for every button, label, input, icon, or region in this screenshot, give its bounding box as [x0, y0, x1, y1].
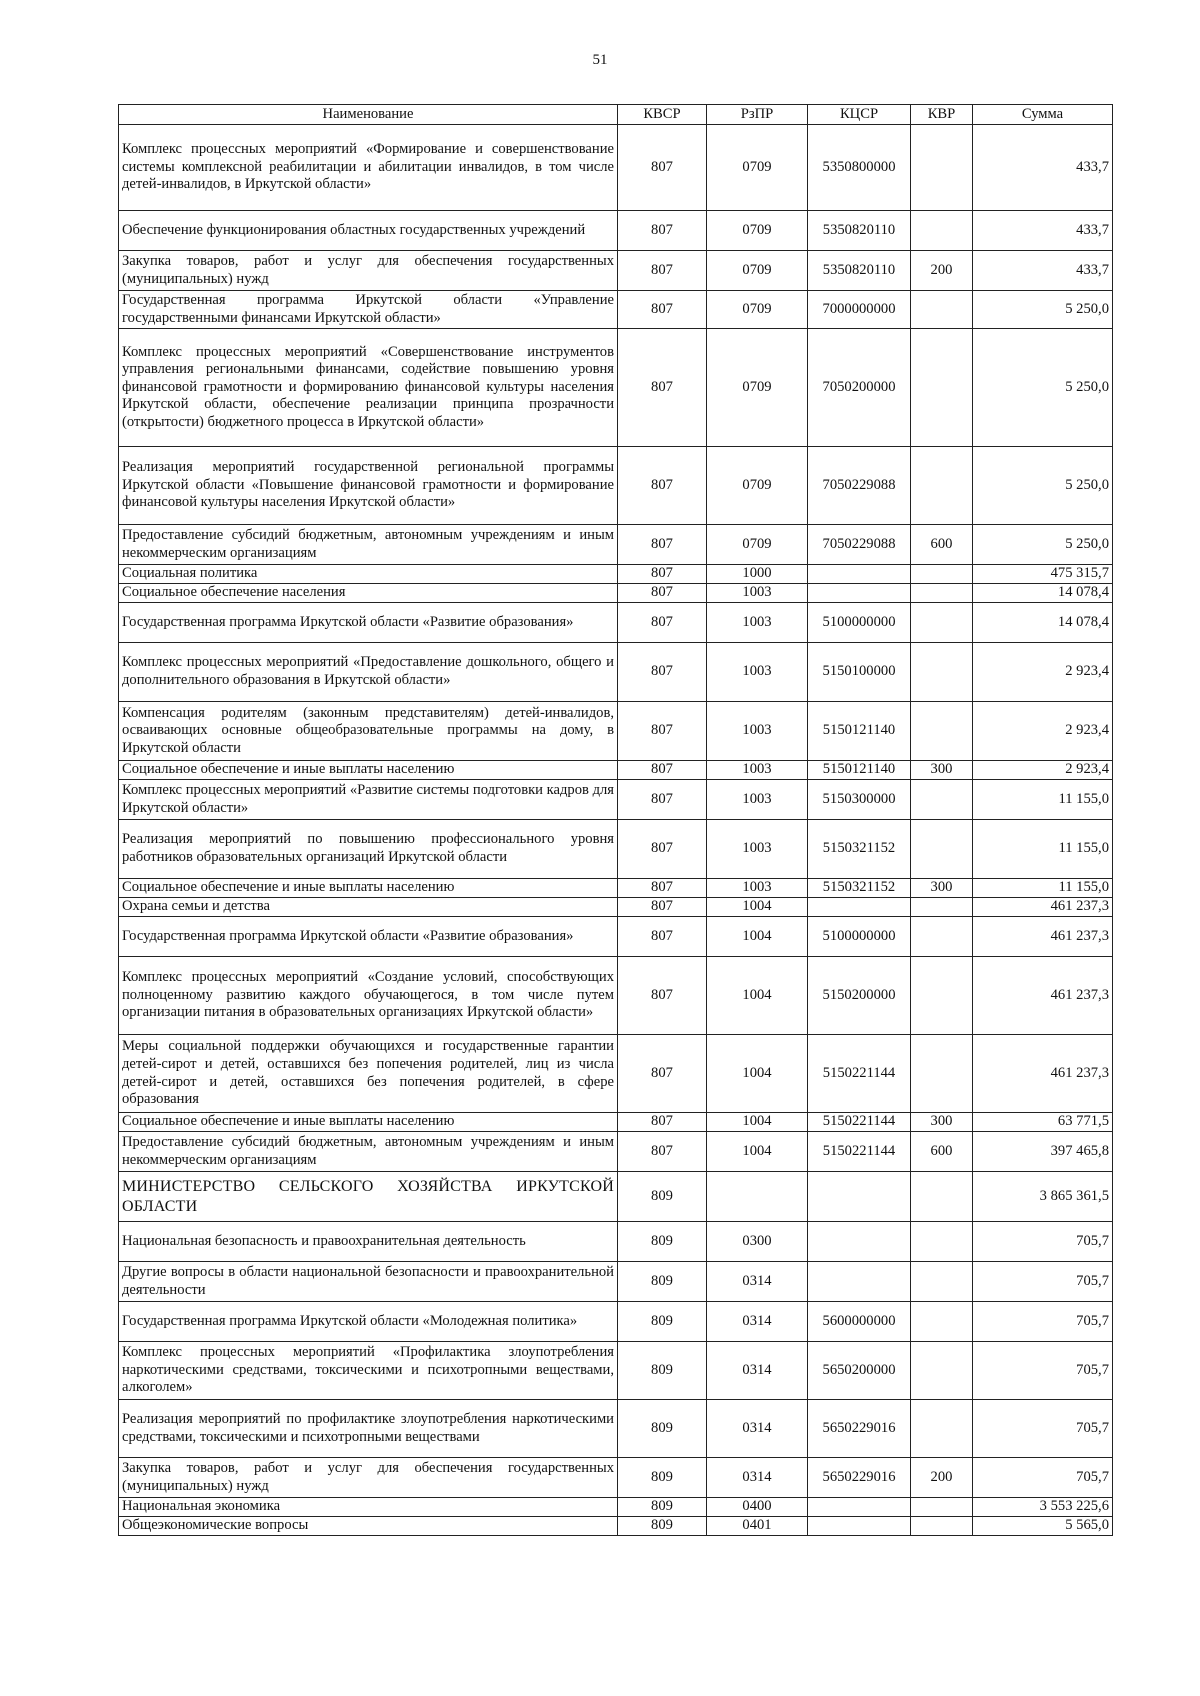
- cell-kcsr: 7050200000: [808, 329, 911, 447]
- table-header-row: [119, 105, 1113, 125]
- cell-rzpr: 0709: [707, 251, 808, 291]
- cell-kvsr: 809: [618, 1222, 707, 1262]
- cell-kvr: [911, 917, 973, 957]
- cell-sum: 461 237,3: [973, 898, 1113, 917]
- cell-kcsr: [808, 1517, 911, 1536]
- cell-kcsr: 5150321152: [808, 879, 911, 898]
- cell-name: Комплекс процессных мероприятий «Профилактика злоупотребления наркотическими средствами, токсическими и психотропными веществами, алкоголем»: [119, 1342, 618, 1400]
- cell-kvsr: 807: [618, 917, 707, 957]
- cell-kvsr: 807: [618, 702, 707, 761]
- cell-rzpr: 1000: [707, 565, 808, 584]
- cell-kcsr: 5150100000: [808, 643, 911, 702]
- cell-rzpr: 0709: [707, 329, 808, 447]
- cell-kvsr: 807: [618, 603, 707, 643]
- cell-kvsr: 807: [618, 957, 707, 1035]
- table-row: [119, 643, 1113, 702]
- cell-sum: 433,7: [973, 251, 1113, 291]
- cell-rzpr: 0314: [707, 1302, 808, 1342]
- cell-kvr: [911, 603, 973, 643]
- cell-sum: 11 155,0: [973, 879, 1113, 898]
- cell-kvr: [911, 125, 973, 211]
- table-row: [119, 125, 1113, 211]
- cell-rzpr: 1003: [707, 820, 808, 879]
- cell-kcsr: 5150121140: [808, 702, 911, 761]
- cell-sum: 705,7: [973, 1342, 1113, 1400]
- cell-sum: 11 155,0: [973, 780, 1113, 820]
- table-row: [119, 780, 1113, 820]
- cell-kcsr: 5150121140: [808, 761, 911, 780]
- cell-rzpr: 0709: [707, 125, 808, 211]
- cell-rzpr: 0709: [707, 211, 808, 251]
- table-row: [119, 1035, 1113, 1113]
- cell-kvr: 300: [911, 761, 973, 780]
- cell-kvr: [911, 1222, 973, 1262]
- cell-kvsr: 807: [618, 211, 707, 251]
- cell-kvsr: 807: [618, 447, 707, 525]
- table-row: [119, 1222, 1113, 1262]
- cell-kvsr: 807: [618, 761, 707, 780]
- table-row: [119, 251, 1113, 291]
- cell-rzpr: 1003: [707, 761, 808, 780]
- cell-name: Государственная программа Иркутской области «Развитие образования»: [119, 917, 618, 957]
- cell-sum: 2 923,4: [973, 643, 1113, 702]
- cell-sum: 3 553 225,6: [973, 1498, 1113, 1517]
- cell-kcsr: 5350800000: [808, 125, 911, 211]
- cell-kvsr: 807: [618, 329, 707, 447]
- cell-rzpr: 0400: [707, 1498, 808, 1517]
- cell-name: Компенсация родителям (законным представителям) детей-инвалидов, осваивающих основные общеобразовательные программы на дому, в Иркутской области: [119, 702, 618, 761]
- cell-kvr: [911, 957, 973, 1035]
- budget-table: [118, 104, 1113, 1536]
- cell-name: Закупка товаров, работ и услуг для обеспечения государственных (муниципальных) нужд: [119, 251, 618, 291]
- cell-name: Национальная экономика: [119, 1498, 618, 1517]
- cell-sum: 705,7: [973, 1262, 1113, 1302]
- cell-kvsr: 807: [618, 1132, 707, 1172]
- cell-sum: 3 865 361,5: [973, 1172, 1113, 1222]
- cell-kvr: [911, 1302, 973, 1342]
- cell-rzpr: 0314: [707, 1342, 808, 1400]
- table-row: [119, 957, 1113, 1035]
- cell-name: Комплекс процессных мероприятий «Формирование и совершенствование системы комплексной реабилитации и абилитации инвалидов, в том числе детей-инвалидов, в Иркутской области»: [119, 125, 618, 211]
- cell-rzpr: [707, 1172, 808, 1222]
- column-header-name: Наименование: [119, 105, 618, 125]
- column-header-kvsr: КВСР: [618, 105, 707, 125]
- column-header-kcsr: КЦСР: [808, 105, 911, 125]
- cell-kvsr: 807: [618, 251, 707, 291]
- cell-sum: 475 315,7: [973, 565, 1113, 584]
- table-row: [119, 917, 1113, 957]
- cell-rzpr: 1004: [707, 957, 808, 1035]
- table-row: [119, 1132, 1113, 1172]
- cell-sum: 461 237,3: [973, 917, 1113, 957]
- cell-kcsr: 5100000000: [808, 603, 911, 643]
- cell-kcsr: 5650229016: [808, 1458, 911, 1498]
- cell-name: Государственная программа Иркутской области «Управление государственными финансами Иркутской области»: [119, 291, 618, 329]
- cell-kvsr: 807: [618, 643, 707, 702]
- cell-kvr: 600: [911, 525, 973, 565]
- table-row: [119, 525, 1113, 565]
- cell-kvsr: 807: [618, 780, 707, 820]
- cell-kcsr: [808, 565, 911, 584]
- table-row: [119, 1517, 1113, 1536]
- cell-kcsr: [808, 584, 911, 603]
- cell-rzpr: 1003: [707, 780, 808, 820]
- column-header-kvr: КВР: [911, 105, 973, 125]
- cell-kcsr: 7050229088: [808, 447, 911, 525]
- cell-rzpr: 0709: [707, 447, 808, 525]
- table-row: [119, 1498, 1113, 1517]
- cell-sum: 63 771,5: [973, 1113, 1113, 1132]
- cell-kvr: [911, 643, 973, 702]
- cell-kcsr: 5150300000: [808, 780, 911, 820]
- cell-kvr: [911, 1400, 973, 1458]
- cell-kvsr: 809: [618, 1342, 707, 1400]
- cell-sum: 11 155,0: [973, 820, 1113, 879]
- table-row: [119, 761, 1113, 780]
- table-row: [119, 329, 1113, 447]
- cell-kvsr: 809: [618, 1400, 707, 1458]
- cell-kcsr: 5100000000: [808, 917, 911, 957]
- column-header-rzpr: РзПР: [707, 105, 808, 125]
- cell-name: Социальная политика: [119, 565, 618, 584]
- cell-kcsr: [808, 1498, 911, 1517]
- cell-kvsr: 809: [618, 1302, 707, 1342]
- cell-sum: 461 237,3: [973, 1035, 1113, 1113]
- cell-rzpr: 1003: [707, 584, 808, 603]
- cell-kcsr: 5150200000: [808, 957, 911, 1035]
- table-row: [119, 1172, 1113, 1222]
- cell-sum: 397 465,8: [973, 1132, 1113, 1172]
- cell-sum: 5 250,0: [973, 291, 1113, 329]
- table-row: [119, 702, 1113, 761]
- cell-sum: 5 565,0: [973, 1517, 1113, 1536]
- cell-kcsr: 5150221144: [808, 1035, 911, 1113]
- cell-name: Комплекс процессных мероприятий «Предоставление дошкольного, общего и дополнительного образования в Иркутской области»: [119, 643, 618, 702]
- cell-kvr: [911, 291, 973, 329]
- cell-sum: 705,7: [973, 1458, 1113, 1498]
- cell-rzpr: 0401: [707, 1517, 808, 1536]
- table-row: [119, 898, 1113, 917]
- cell-name: Социальное обеспечение и иные выплаты населению: [119, 761, 618, 780]
- table-row: [119, 1262, 1113, 1302]
- cell-kvsr: 807: [618, 525, 707, 565]
- cell-rzpr: 1003: [707, 603, 808, 643]
- cell-kvr: [911, 329, 973, 447]
- cell-name: Комплекс процессных мероприятий «Совершенствование инструментов управления региональными финансами, содействие повышению уровня финансовой грамотности и формированию финансовой культуры населения Иркутской области, обеспечение реализации принципа прозрачности (открытости) бюджетного процесса в Иркутской области»: [119, 329, 618, 447]
- cell-rzpr: 0314: [707, 1458, 808, 1498]
- cell-kvsr: 807: [618, 291, 707, 329]
- table-row: [119, 603, 1113, 643]
- cell-kcsr: [808, 1172, 911, 1222]
- table-row: [119, 1400, 1113, 1458]
- cell-rzpr: 0314: [707, 1262, 808, 1302]
- cell-name: Охрана семьи и детства: [119, 898, 618, 917]
- cell-kvr: [911, 1262, 973, 1302]
- cell-rzpr: 1003: [707, 702, 808, 761]
- cell-name: Другие вопросы в области национальной безопасности и правоохранительной деятельности: [119, 1262, 618, 1302]
- cell-kvsr: 807: [618, 898, 707, 917]
- cell-kvr: 300: [911, 879, 973, 898]
- cell-kcsr: 5650229016: [808, 1400, 911, 1458]
- cell-name: Реализация мероприятий государственной региональной программы Иркутской области «Повышение финансовой грамотности и формирование финансовой культуры населения Иркутской области»: [119, 447, 618, 525]
- cell-sum: 433,7: [973, 125, 1113, 211]
- cell-name: МИНИСТЕРСТВО СЕЛЬСКОГО ХОЗЯЙСТВА ИРКУТСКОЙ ОБЛАСТИ: [119, 1172, 618, 1222]
- cell-sum: 705,7: [973, 1400, 1113, 1458]
- cell-sum: 5 250,0: [973, 447, 1113, 525]
- table-row: [119, 1302, 1113, 1342]
- cell-kvr: 600: [911, 1132, 973, 1172]
- column-header-sum: Сумма: [973, 105, 1113, 125]
- table-row: [119, 447, 1113, 525]
- cell-kcsr: 5350820110: [808, 251, 911, 291]
- cell-kvsr: 807: [618, 879, 707, 898]
- cell-sum: 705,7: [973, 1222, 1113, 1262]
- cell-name: Предоставление субсидий бюджетным, автономным учреждениям и иным некоммерческим организациям: [119, 525, 618, 565]
- cell-kvsr: 809: [618, 1172, 707, 1222]
- cell-kcsr: 5350820110: [808, 211, 911, 251]
- cell-rzpr: 1004: [707, 1035, 808, 1113]
- cell-sum: 14 078,4: [973, 584, 1113, 603]
- cell-name: Социальное обеспечение и иные выплаты населению: [119, 879, 618, 898]
- cell-sum: 461 237,3: [973, 957, 1113, 1035]
- cell-kcsr: 5150221144: [808, 1113, 911, 1132]
- cell-rzpr: 0314: [707, 1400, 808, 1458]
- table-row: [119, 879, 1113, 898]
- cell-rzpr: 1004: [707, 1132, 808, 1172]
- cell-sum: 5 250,0: [973, 525, 1113, 565]
- table-row: [119, 584, 1113, 603]
- cell-rzpr: 1003: [707, 879, 808, 898]
- cell-name: Закупка товаров, работ и услуг для обеспечения государственных (муниципальных) нужд: [119, 1458, 618, 1498]
- cell-kcsr: 7050229088: [808, 525, 911, 565]
- cell-kvr: [911, 898, 973, 917]
- cell-kvr: [911, 1517, 973, 1536]
- cell-kcsr: 5150221144: [808, 1132, 911, 1172]
- cell-kvsr: 807: [618, 820, 707, 879]
- cell-kcsr: [808, 1222, 911, 1262]
- cell-kcsr: 5650200000: [808, 1342, 911, 1400]
- cell-kvr: 300: [911, 1113, 973, 1132]
- table-row: [119, 565, 1113, 584]
- cell-name: Социальное обеспечение населения: [119, 584, 618, 603]
- cell-rzpr: 0709: [707, 525, 808, 565]
- cell-kvr: [911, 584, 973, 603]
- cell-kcsr: 5150321152: [808, 820, 911, 879]
- cell-name: Обеспечение функционирования областных государственных учреждений: [119, 211, 618, 251]
- cell-sum: 5 250,0: [973, 329, 1113, 447]
- table-body: [119, 125, 1113, 1536]
- cell-kvsr: 809: [618, 1262, 707, 1302]
- cell-sum: 433,7: [973, 211, 1113, 251]
- cell-name: Предоставление субсидий бюджетным, автономным учреждениям и иным некоммерческим организациям: [119, 1132, 618, 1172]
- cell-kvsr: 807: [618, 1035, 707, 1113]
- cell-sum: 705,7: [973, 1302, 1113, 1342]
- cell-kcsr: [808, 898, 911, 917]
- cell-name: Национальная безопасность и правоохранительная деятельность: [119, 1222, 618, 1262]
- cell-name: Государственная программа Иркутской области «Развитие образования»: [119, 603, 618, 643]
- cell-kvr: [911, 1035, 973, 1113]
- cell-sum: 14 078,4: [973, 603, 1113, 643]
- page-number: 51: [592, 52, 608, 68]
- cell-name: Меры социальной поддержки обучающихся и государственные гарантии детей-сирот и детей, оставшихся без попечения родителей, лиц из числа детей-сирот и детей, оставшихся без попечения родителей, в сфере образования: [119, 1035, 618, 1113]
- cell-name: Государственная программа Иркутской области «Молодежная политика»: [119, 1302, 618, 1342]
- cell-rzpr: 1004: [707, 917, 808, 957]
- cell-rzpr: 0300: [707, 1222, 808, 1262]
- cell-name: Комплекс процессных мероприятий «Создание условий, способствующих полноценному развитию каждого обучающегося, в том числе путем организации питания в образовательных организациях Иркутской области»: [119, 957, 618, 1035]
- cell-name: Социальное обеспечение и иные выплаты населению: [119, 1113, 618, 1132]
- cell-kvr: [911, 1342, 973, 1400]
- cell-rzpr: 1004: [707, 1113, 808, 1132]
- cell-kvsr: 809: [618, 1458, 707, 1498]
- cell-kvsr: 809: [618, 1498, 707, 1517]
- cell-rzpr: 0709: [707, 291, 808, 329]
- table-row: [119, 820, 1113, 879]
- cell-kvsr: 809: [618, 1517, 707, 1536]
- cell-name: Комплекс процессных мероприятий «Развитие системы подготовки кадров для Иркутской области»: [119, 780, 618, 820]
- cell-kvsr: 807: [618, 584, 707, 603]
- cell-rzpr: 1003: [707, 643, 808, 702]
- cell-name: Реализация мероприятий по повышению профессионального уровня работников образовательных организаций Иркутской области: [119, 820, 618, 879]
- cell-kcsr: [808, 1262, 911, 1302]
- table-row: [119, 1342, 1113, 1400]
- cell-kvr: 200: [911, 251, 973, 291]
- cell-name: Общеэкономические вопросы: [119, 1517, 618, 1536]
- cell-kvr: [911, 820, 973, 879]
- cell-name: Реализация мероприятий по профилактике злоупотребления наркотическими средствами, токсическими и психотропными веществами: [119, 1400, 618, 1458]
- cell-rzpr: 1004: [707, 898, 808, 917]
- cell-kvr: [911, 1498, 973, 1517]
- cell-kcsr: 7000000000: [808, 291, 911, 329]
- cell-kvsr: 807: [618, 125, 707, 211]
- cell-kvsr: 807: [618, 565, 707, 584]
- cell-kcsr: 5600000000: [808, 1302, 911, 1342]
- cell-kvr: [911, 702, 973, 761]
- table-row: [119, 1458, 1113, 1498]
- cell-kvr: [911, 780, 973, 820]
- table-row: [119, 291, 1113, 329]
- cell-kvr: [911, 447, 973, 525]
- table-row: [119, 1113, 1113, 1132]
- cell-kvr: [911, 1172, 973, 1222]
- cell-kvr: [911, 211, 973, 251]
- cell-kvsr: 807: [618, 1113, 707, 1132]
- cell-kvr: [911, 565, 973, 584]
- cell-sum: 2 923,4: [973, 761, 1113, 780]
- table-row: [119, 211, 1113, 251]
- cell-kvr: 200: [911, 1458, 973, 1498]
- cell-sum: 2 923,4: [973, 702, 1113, 761]
